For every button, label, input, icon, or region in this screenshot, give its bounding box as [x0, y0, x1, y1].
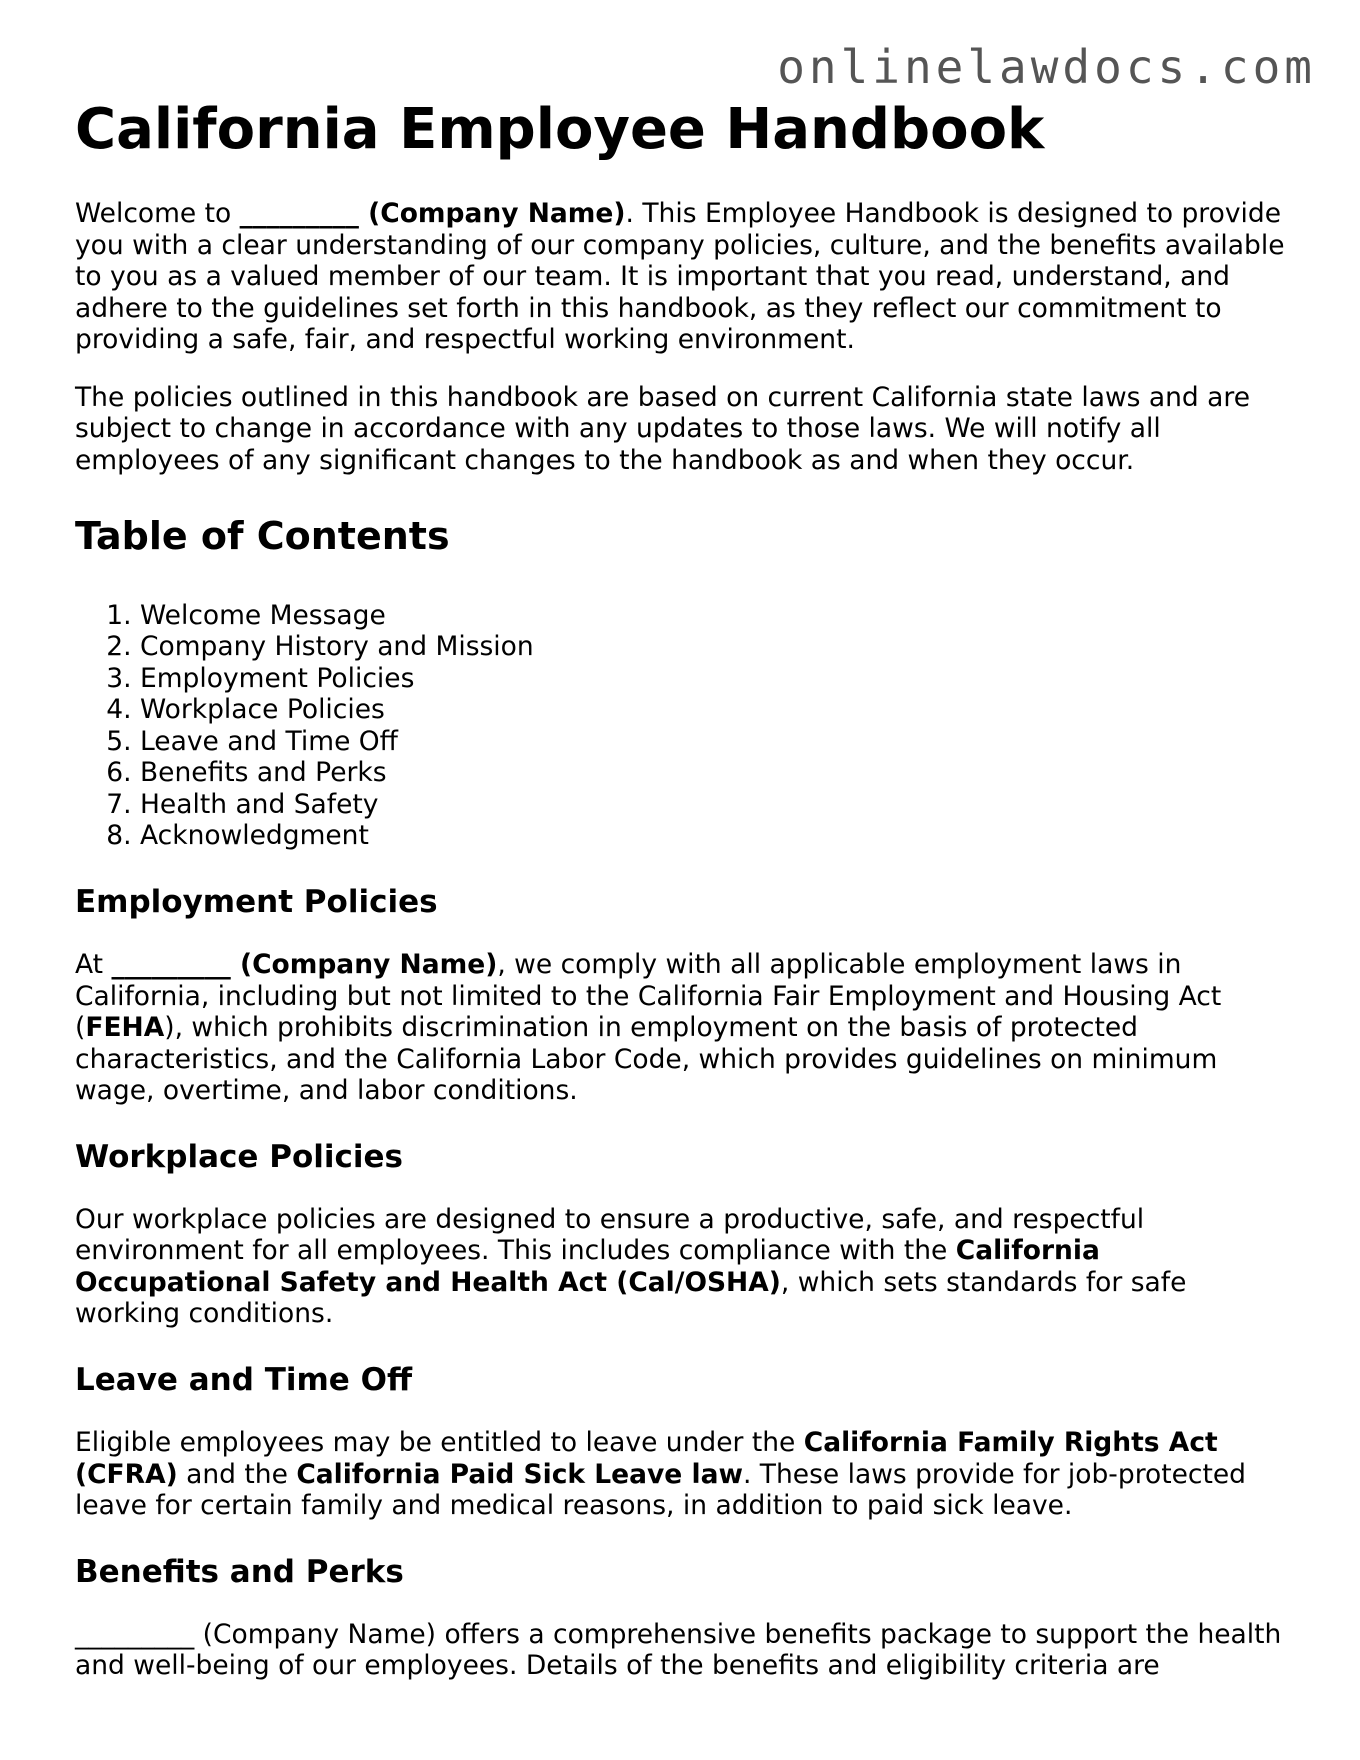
text-run: and the	[177, 1458, 297, 1490]
intro-paragraph-welcome	[75, 198, 1295, 356]
toc-item: 1. Welcome Message	[140, 600, 1295, 632]
company-name-blank: _________ (Company Name)	[111, 949, 498, 981]
benefits-perks-heading: Benefits and Perks	[75, 1553, 404, 1590]
text-run: ), which prohibits discrimination in employment on the basis of protected characteristics, and the California Labor Code, which provides guidelines on minimum wage, overtime, and labor conditions.	[75, 1012, 1218, 1107]
toc-heading: Table of Contents	[75, 514, 450, 559]
employment-policies-paragraph	[75, 949, 1295, 1107]
workplace-policies-paragraph	[75, 1204, 1295, 1330]
toc-item: 4. Workplace Policies	[140, 694, 1295, 726]
toc-item: 6. Benefits and Perks	[140, 757, 1295, 789]
text-run: . This Employee Handbook is designed to provide you with a clear understanding of our company policies, culture, and the benefits available to you as a valued member of our team. It is important that you read, understand, and adhere to the guidelines set forth in this handbook, as they reflect our commitment to providing a safe, fair, and respectful working environment.	[75, 198, 1285, 356]
toc-item: 7. Health and Safety	[140, 789, 1295, 821]
text-run: Our workplace policies are designed to ensure a productive, safe, and respectful environment for all employees. This includes compliance with the	[75, 1203, 1145, 1267]
paid-sick-leave-term: California Paid Sick Leave law	[296, 1458, 743, 1490]
toc-item: 8. Acknowledgment	[140, 820, 1295, 852]
cal-osha-term: California Occupational Safety and Health Act (Cal/OSHA)	[75, 1235, 1100, 1298]
workplace-policies-heading: Workplace Policies	[75, 1138, 403, 1175]
text-run: Welcome to	[75, 198, 240, 230]
toc-list	[75, 600, 1295, 852]
intro-paragraph-laws: The policies outlined in this handbook are based on current California state laws and are subject to change in accordance with any updates to those laws. We will notify all employees of any significant changes to the handbook as and when they occur.	[75, 381, 1251, 476]
feha-term: FEHA	[85, 1012, 165, 1044]
toc-item: 2. Company History and Mission	[140, 631, 1295, 663]
employment-policies-heading: Employment Policies	[75, 883, 438, 920]
text-run: At	[75, 949, 112, 981]
leave-time-off-paragraph	[75, 1427, 1295, 1522]
handbook-document	[75, 98, 1295, 1708]
document-title: California Employee Handbook	[75, 97, 1045, 162]
company-name-blank: _________ (Company Name)	[239, 198, 626, 230]
toc-item: 5. Leave and Time Off	[140, 726, 1295, 758]
text-run: , which sets standards for safe working conditions.	[75, 1266, 1187, 1330]
cfra-term: California Family Rights Act (CFRA)	[75, 1427, 1218, 1490]
benefits-perks-paragraph: _________ (Company Name) offers a comprehensive benefits package to support the health and well-being of our employees. Details of the benefits and eligibility criteria are	[75, 1618, 1282, 1682]
leave-time-off-heading: Leave and Time Off	[75, 1361, 413, 1398]
text-run: , we comply with all applicable employment laws in California, including but not limited to the California Fair Employment and Housing Act (	[75, 949, 1222, 1044]
toc-item: 3. Employment Policies	[140, 663, 1295, 695]
text-run: . These laws provide for job-protected leave for certain family and medical reasons, in addition to paid sick leave.	[75, 1458, 1246, 1522]
site-watermark: onlinelawdocs.com	[777, 40, 1316, 94]
text-run: Eligible employees may be entitled to leave under the	[75, 1427, 804, 1459]
